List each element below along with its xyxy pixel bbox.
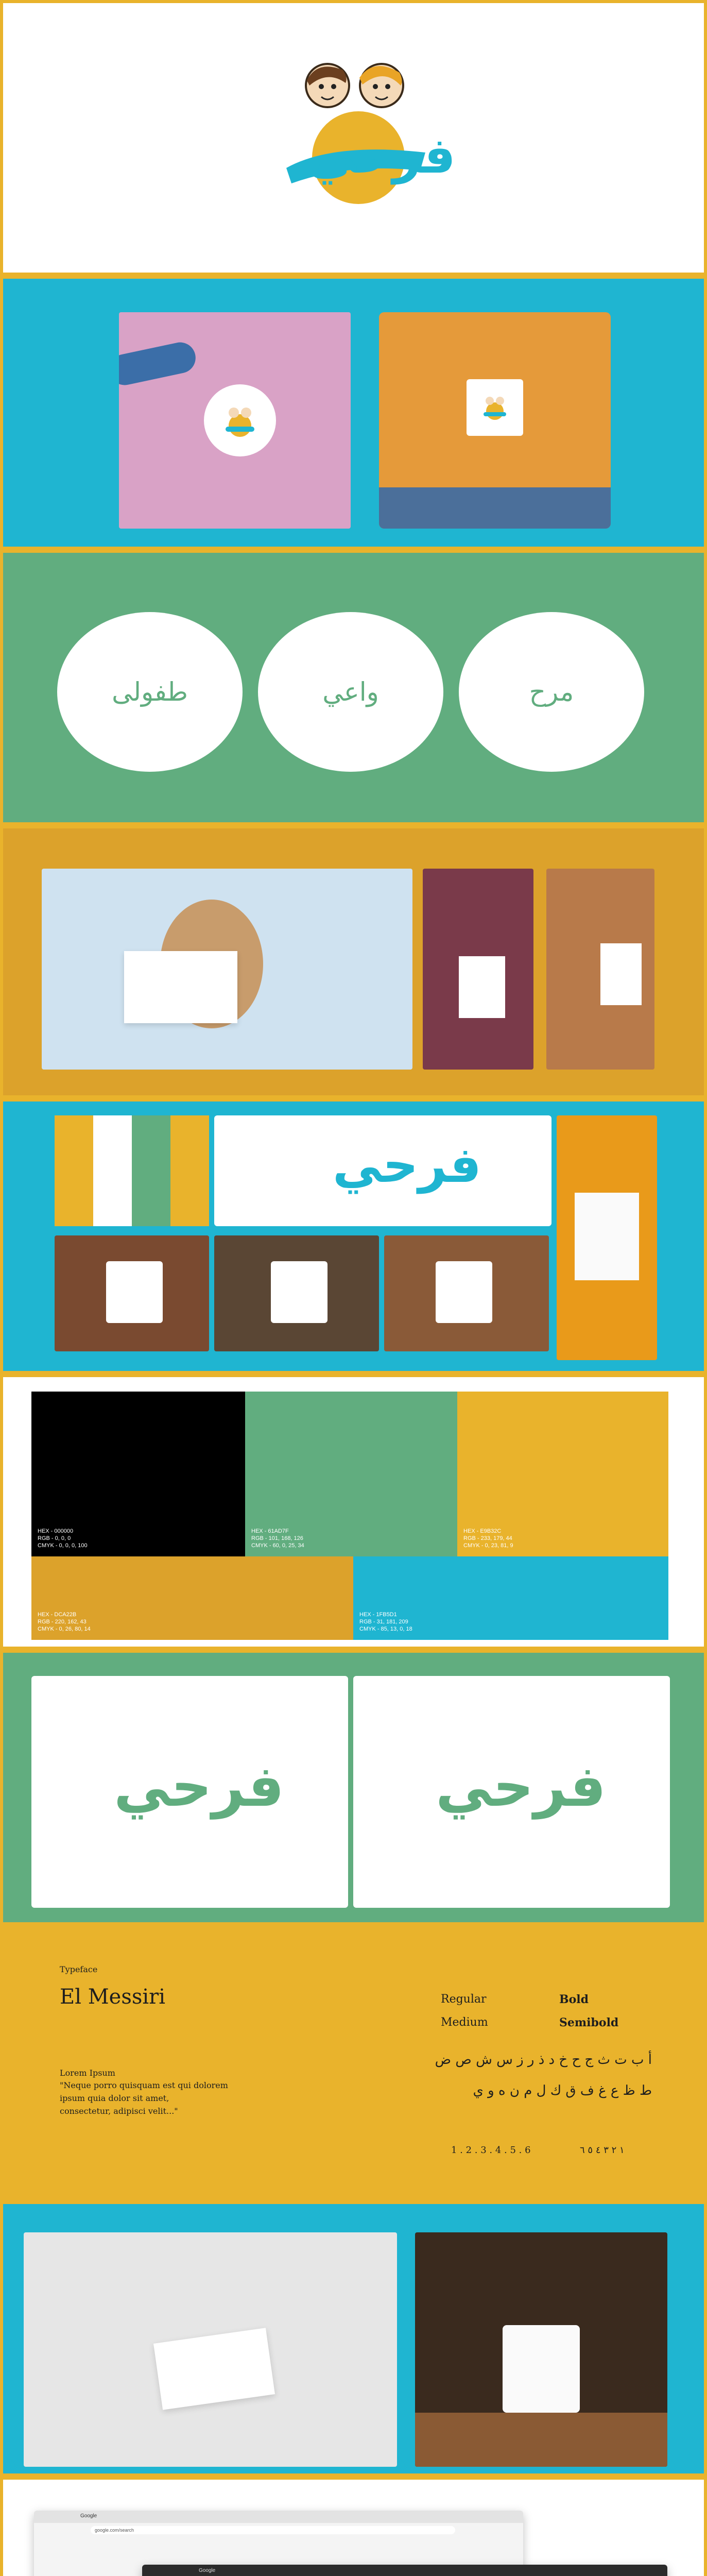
mug-shape	[503, 2325, 580, 2413]
browser-window-front	[142, 2565, 667, 2576]
browser-tabbar	[34, 2511, 523, 2523]
value-oval-aware: واعي	[258, 612, 443, 772]
browser-panel	[0, 2477, 707, 2576]
sample-line-2: "Neque porro quisquam est qui dolorem	[60, 2080, 228, 2090]
bokeh-mug-photo	[415, 2232, 667, 2467]
mug-photo-1	[55, 1235, 209, 1351]
variant-logo-wordmark: فرحي	[114, 1753, 285, 1819]
logo-wordmark: فرحي	[307, 127, 456, 184]
card-shape	[600, 943, 642, 1005]
arabic-alphabet-line-2: ط ظ ع غ ف ق ك ل م ن ه و ي	[473, 2083, 652, 2098]
variant-logo-wordmark: فرحي	[436, 1753, 607, 1819]
swatch-rgb: RGB - 233, 179, 44	[463, 1535, 512, 1541]
typeface-label: Typeface	[60, 1964, 98, 1974]
swatch-cmyk: CMYK - 0, 0, 0, 100	[38, 1543, 88, 1549]
value-oval-childish: طفولى	[57, 612, 243, 772]
swatch-hex: HEX - 61AD7F	[251, 1528, 289, 1534]
swatch-hex: HEX - 1FB5D1	[359, 1612, 397, 1618]
arabic-alphabet-line-1: أ ب ت ث ج ح خ د ذ ر ز س ش ص ض	[435, 2052, 652, 2067]
mug-shape	[436, 1261, 492, 1323]
held-card	[467, 379, 523, 436]
browser-tab[interactable]: Google	[199, 2568, 216, 2573]
mug-photo-2	[214, 1235, 379, 1351]
swatch-hex: HEX - 000000	[38, 1528, 74, 1534]
swatch-hex: HEX - DCA22B	[38, 1612, 77, 1618]
stationery-panel	[0, 825, 707, 1098]
logo-variant-2	[353, 1676, 670, 1908]
mug-photo-3	[384, 1235, 549, 1351]
swatch-cyan	[353, 1556, 668, 1640]
logo-panel	[0, 0, 707, 276]
weight-semibold: Semibold	[559, 2016, 619, 2029]
browser-tab[interactable]: Google	[80, 2513, 97, 2519]
palette-panel	[0, 1374, 707, 1650]
arm-shape	[119, 340, 198, 388]
orange-shirt-photo	[379, 312, 611, 529]
swatch-cmyk: CMYK - 60, 0, 25, 34	[251, 1543, 304, 1549]
logo	[271, 49, 456, 214]
marble-card-photo	[24, 2232, 397, 2467]
logo-variants-panel	[0, 1650, 707, 1925]
banner-logo-wordmark: فرحي	[333, 1136, 481, 1194]
wood-card-photo	[42, 869, 412, 1070]
logo-banner	[214, 1115, 551, 1226]
logo-variant-1	[31, 1676, 348, 1908]
swatch-rgb: RGB - 31, 181, 209	[359, 1619, 408, 1625]
desk-card-photo	[546, 869, 654, 1070]
weight-medium: Medium	[441, 2016, 488, 2029]
swatch-rgb: RGB - 0, 0, 0	[38, 1535, 71, 1541]
maroon-card-photo	[423, 869, 533, 1070]
typeface-panel	[0, 1925, 707, 2201]
value-oval-fun: مرح	[459, 612, 644, 772]
table-shape	[415, 2413, 667, 2467]
sample-line-3: ipsum quia dolor sit amet,	[60, 2093, 169, 2103]
mini-logo-icon	[204, 384, 276, 456]
sample-line-4: consectetur, adipisci velit..."	[60, 2106, 178, 2116]
bag-photo	[557, 1115, 657, 1360]
digits-arabic: ١ ٢ ٣ ٤ ٥ ٦	[580, 2145, 625, 2156]
swatch-rgb: RGB - 101, 168, 126	[251, 1535, 303, 1541]
mugs-panel	[0, 1098, 707, 1374]
card-shape	[124, 951, 237, 1023]
card-shape	[153, 2328, 275, 2410]
sample-line-1: Lorem Ipsum	[60, 2068, 115, 2078]
swatch-cmyk: CMYK - 85, 13, 0, 18	[359, 1626, 412, 1632]
typeface-name: El Messiri	[60, 1985, 166, 2009]
digits-latin: 1 . 2 . 3 . 4 . 5 . 6	[451, 2145, 531, 2156]
bag-shape	[575, 1193, 639, 1280]
jeans-shape	[379, 487, 611, 529]
pink-card-photo	[119, 312, 351, 529]
card-shape	[459, 956, 505, 1018]
swatch-orange	[457, 1392, 668, 1556]
marble-mug-panel	[0, 2201, 707, 2477]
swatch-green	[245, 1392, 457, 1556]
mug-shape	[106, 1261, 163, 1323]
swatch-cmyk: CMYK - 0, 26, 80, 14	[38, 1626, 91, 1632]
mini-logo-icon	[467, 379, 523, 436]
card-photos-panel	[0, 276, 707, 550]
swatch-black	[31, 1392, 245, 1556]
swatch-rgb: RGB - 220, 162, 43	[38, 1619, 87, 1625]
logo-card	[204, 384, 276, 456]
swatch-gold	[31, 1556, 353, 1640]
mug-shape	[271, 1261, 327, 1323]
swatch-hex: HEX - E9B32C	[463, 1528, 502, 1534]
weight-regular: Regular	[441, 1993, 487, 2006]
weight-bold: Bold	[559, 1993, 589, 2006]
swatch-cmyk: CMYK - 0, 23, 81, 9	[463, 1543, 513, 1549]
browser-tabbar	[142, 2565, 667, 2576]
stripe-pattern	[55, 1115, 209, 1226]
values-panel	[0, 550, 707, 825]
address-bar[interactable]: google.com/search	[91, 2526, 455, 2534]
